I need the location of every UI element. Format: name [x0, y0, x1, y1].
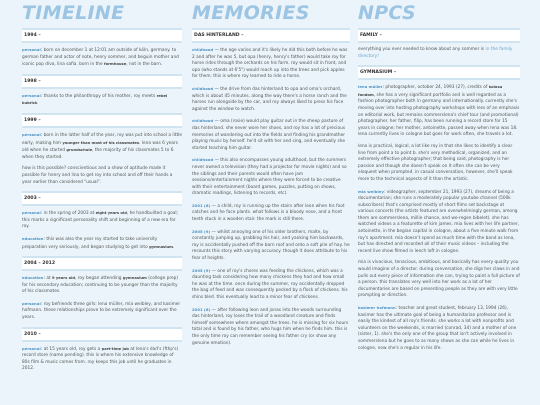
npc-mia: mia weibley: videographer, september 21, 1993 (27), dreams of being a documentarian; she runs a moderately popular youtube channel (500k subscribers) that's comprised mostly of short films set backstage at various concerts (the artists featured are overwhelmingly german, among them are sommerslena, millie chance, and we-regen bibelet). she has watched videos a a featurette of kim james. mia lives with her life partner, antoinette, in the begian capital in cologne, about a five minute walk from roy's apartment. mia doesn't spend as much time with the band as lena, but has directed and recorded all of their music videos – including the recent live show filmed in leech loft in cologne.	[358, 189, 520, 254]
memories-column	[192, 0, 350, 405]
memory-1: childhood — the age varies and it's likely he did this both before he was 2 and after he was 5, but opa (henry, henry's father) would take roy for horse rides through the orchards on his farm. roy would sit in front, and opa (who stands at 6'5") would reach up into the trees and pick apples for them. this is where roy learned to ride a horse.	[192, 48, 348, 80]
entry-1999b: how is this possible? conscientious and a show of aptitude made it possible for henry and lina to get roy into school and off their hands a year earlier than considered "usual".	[22, 166, 173, 185]
label-education: education	[22, 236, 44, 241]
entry-2010: personal: at 15 years old, roy gets a part-time job at lena's dad's (fthp's) record store (name pending). this is where his extensive knowledge of 80s film & music comes from. roy keeps this job until he graduates in 2012.	[22, 346, 179, 372]
npc-lena: lena müller: photographer, october 24, 1993 (27), credits of kolosu fandom, she has a very significant portfolio and is well regarded as a fashion photographer both in germany and internationally. currently she's moving over into hosting photography workshops with less of an emphasis on editorial work, but remains sommerslena's chief tour (and promotional) photographer. her father, filip, has been running a record store for 15 years in cologne; her mother, antoinette, passed away when lena was 18. lena currently lives in cologne but goes for work often, she travels a lot.	[358, 85, 520, 138]
entry-2004b: personal: roy befriends three girls: lena müller, mia weibley, and kasimer hofmann. these relationships prove to be extremely significant over the years.	[22, 301, 181, 321]
entry-2003: personal: in the spring of 2003 at eight years old, he handbuilted a goal; this marks a significant personality shift and beginning of a new era for roy.	[22, 211, 179, 230]
family-text: everything you ever needed to know about any sommer is in the family directory!	[358, 47, 513, 59]
section-2010: 2010 –	[22, 327, 182, 342]
npc-kasimer: kasimer hofmann: teacher and great student, february 13, 1994 (26), kasimer has the ultimate goal of being a humanitarian professor and is easily the kindest of all roy's friends. she works a lot with nonprofits and volunteers on the weekends, is married (conrad, 34) and a mother of one (sister, 1). she's the only one of the group that isn't actively involved in sommerslena but he goes to as many shows as she can while he lives in cologne, now she's a regular in his life.	[358, 306, 517, 351]
timeline-column	[22, 0, 182, 405]
memory-6: 2005 (9) — whilst annoying one of his older brothers, malte, by constantly jumping up, grabbing his hair, and yanking him backwards, roy is accidentally pushed off the barn roof and onto a soft pile of hay. he recounts this story with varying accuracy. though it does attribute to his fear of heights.	[192, 229, 350, 262]
entry-1994: personal: born on december 1 at 12:01 am outside of köln, germany. to german father and actor of note, henry sommer, and beguin mother and iconic pop diva, lina safia. born in the farmhouse, not in the barn.	[22, 48, 179, 68]
section-1994: 1994 –	[22, 28, 182, 43]
entry-1999: personal: born in the latter half of the year, roy was put into school a little early, making him younger than most of his classmates. lena was 6 years old when he started grundschule, the majority of his classmates 5 to 6 when they started.	[22, 132, 182, 160]
memory-4: childhood — this also encompasses young adulthood, but the summers never owned a television (they had a projector for movie nights) and so the siblings and their parents would often have jam sessions/entertainment nights where they were forced to be creative with their entertainment (board games, puzzles, putting on shows, dramatic readings, listening to records, etc).	[192, 158, 347, 197]
family-directory-link[interactable]: in the family directory!	[358, 47, 513, 59]
npcs-heading: NPCS	[358, 2, 416, 24]
npc-mia-2: mia is vivacious, tenacious, ambitious, and basically has every quality you would imagine of a director. during conversation, she digs her claws in and pulls out every piece of information she can, trying to paint a full picture of a person. this translates very well into her work as a lot of her documentaries are based on presenting people as they are with very little prompting or direction.	[358, 260, 520, 299]
section-gymnasium: GYMNASIUM –	[358, 65, 520, 80]
section-2003: 2003 –	[22, 191, 182, 206]
entry-1998: personal: thanks to the philanthropy of his mother, roy meets rebel kubrick	[22, 93, 168, 106]
section-1999: 1999 –	[22, 113, 182, 128]
memory-3: childhood — oma (rosie) would play guitar out in the sheep pasture of das hinterland. she never wore her shoes, and roy has a lot of precious memories of wandering out into the fields and finding his grandmother playing music by herself. he'd sit with her and sing, and eventually she started teaching him guitar.	[192, 119, 346, 151]
memory-7: 2005 (9) — one of roy's chores was feeding the chickens, which was a daunting task considering how many chickens they had and how small he was at the time. once during the summer, roy accidentally dropped the bag of feed and was consequently pecked by a flock of chickens. his shins bled. this eventually lead to a minor fear of chickens.	[192, 268, 348, 300]
memory-5: 2001 (6) — a child, roy is running up the stairs after leon when his foot catches and he face plants. what follows is a bloody nose, and a front teeth stuck in a wooden stair. the mark is still there.	[192, 203, 345, 223]
section-1998: 1998 –	[22, 74, 182, 89]
section-2004-2012: 2004 – 2012	[22, 256, 182, 271]
memory-2: childhood — the drive from das hinterland to opa and oma's orchard, which is about 45 minutes. along the way there's a horse ranch and the horses run alongside by the car, and roy always liked to press his face against the window to watch.	[192, 86, 347, 112]
entry-2003b: education: this was also the year roy started to take university preparation very seriously, and began studying to get into gymnasium.	[22, 236, 175, 250]
entry-2004: education: at 9 years old, roy began attending gymnasium (college prep) for his secondary education; continuing to be younger than the majority of his classmates.	[22, 276, 179, 295]
memory-8: 2001 (6) — after following leon and jonas into the woods surrounding das hinterland, roy loses the trail of a woodland creature and finds himself somewhere where amongst the trees. he is missing for six hours total and is found by his father, who hugs him when he finds him. this is the only time roy can remember seeing his father cry (or show any genuine emotion).	[192, 307, 349, 346]
section-family: FAMILY –	[358, 28, 520, 43]
section-das-hinterland: DAS HINTERLAND –	[192, 28, 350, 43]
timeline-heading: TIMELINE	[22, 2, 125, 24]
npc-lena-2: lena is practical, logical, a lot like roy in that she likes to identify a clear line from point a to point b. she's very methodical, organized, and an extremely effective photographer; that being said, photography is her passion and though she doesn't speak on it often she can be very eloquent when prompted. in casual conversation, however, she'll speak more to the technical aspects of it than the artistic.	[358, 143, 513, 182]
label-personal: personal	[22, 48, 41, 52]
npcs-column	[358, 0, 520, 405]
memories-heading: MEMORIES	[192, 2, 310, 24]
